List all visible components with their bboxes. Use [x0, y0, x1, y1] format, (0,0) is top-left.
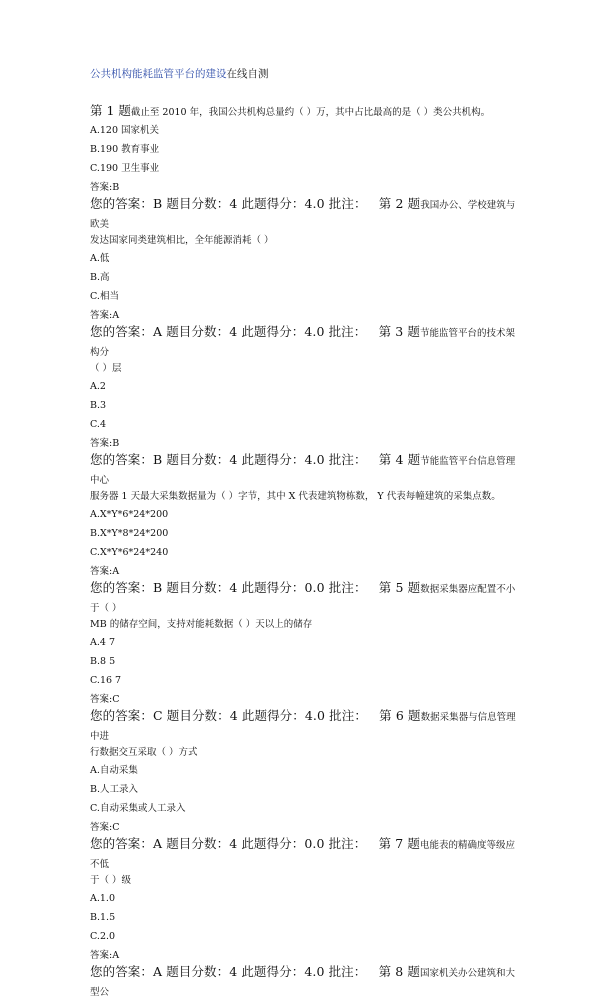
option-c: C.X*Y*6*24*240	[90, 547, 169, 558]
answer-line: 答案:C	[90, 694, 120, 705]
answer-line: 答案:B	[90, 182, 120, 193]
question-number: 第 4 题	[378, 452, 421, 467]
score-text: 您的答案：B 题目分数：4 此题得分：0.0 批注：	[90, 580, 367, 595]
question-number: 第 2 题	[378, 196, 421, 211]
question-1	[90, 102, 520, 121]
score-line	[90, 323, 520, 361]
option-b: B.1.5	[90, 912, 116, 923]
question-number: 第 8 题	[378, 964, 421, 979]
question-text: 国家机关办公建筑和大型公	[90, 968, 516, 998]
answer-line: 答案:B	[90, 438, 120, 449]
option-a: A.120 国家机关	[90, 125, 160, 136]
quiz-content	[90, 102, 520, 1001]
option-a: A.低	[90, 253, 110, 264]
title-rest: 在线自测	[226, 68, 269, 80]
option-b: B.8 5	[90, 656, 116, 667]
question-text: 电能表的精确度等级应不低	[90, 840, 516, 870]
question-text: 节能监管平台的技术架构分	[90, 328, 516, 358]
score-text: 您的答案：B 题目分数：4 此题得分：4.0 批注：	[90, 196, 367, 211]
score-line	[90, 451, 520, 489]
title-accent: 公共机构能耗监管平台的建设	[90, 68, 227, 80]
score-line	[90, 579, 520, 617]
option-a: A.1.0	[90, 893, 115, 904]
score-line	[90, 963, 520, 1001]
option-c: C.自动采集或人工录入	[90, 803, 186, 814]
answer-line: 答案:A	[90, 566, 120, 577]
question-text: 截止至 2010 年，我国公共机构总量约（ ）万，其中占比最高的是（ ）类公共机构。	[130, 107, 491, 118]
question-text: 节能监管平台信息管理中心	[90, 456, 516, 486]
option-a: A.X*Y*6*24*200	[90, 509, 169, 520]
option-c: C.2.0	[90, 931, 116, 942]
page-title	[90, 66, 269, 81]
option-b: B.高	[90, 272, 110, 283]
option-c: C.相当	[90, 291, 119, 302]
option-a: A.2	[90, 381, 106, 392]
question-text-cont: 行数据交互采取（ ）方式	[90, 747, 198, 758]
score-text: 您的答案：A 题目分数：4 此题得分：0.0 批注：	[90, 836, 367, 851]
question-text: 数据采集器应配置不小于（ ）	[90, 584, 516, 614]
option-a: A.自动采集	[90, 765, 138, 776]
question-text: 数据采集器与信息管理中进	[90, 712, 516, 742]
question-number: 第 6 题	[379, 708, 421, 723]
option-a: A.4 7	[90, 637, 115, 648]
answer-line: 答案:A	[90, 950, 120, 961]
score-line	[90, 707, 520, 745]
question-text-cont: 服务器 1 天最大采集数据量为（ ）字节，其中 X 代表建筑物栋数， Y 代表每幢建筑的采集点数。	[90, 491, 501, 502]
option-c: C.4	[90, 419, 106, 430]
option-c: C.16 7	[90, 675, 122, 686]
option-b: B.X*Y*8*24*200	[90, 528, 169, 539]
score-line	[90, 195, 520, 233]
score-text: 您的答案：A 题目分数：4 此题得分：4.0 批注：	[90, 324, 367, 339]
answer-line: 答案:A	[90, 310, 120, 321]
question-number: 第 3 题	[378, 324, 421, 339]
answer-line: 答案:C	[90, 822, 120, 833]
score-line	[90, 835, 520, 873]
score-text: 您的答案：A 题目分数：4 此题得分：4.0 批注：	[90, 964, 367, 979]
question-number: 第 1 题	[90, 103, 131, 118]
question-number: 第 7 题	[378, 836, 421, 851]
score-text: 您的答案：C 题目分数：4 此题得分：4.0 批注：	[90, 708, 367, 723]
question-text: 我国办公、学校建筑与欧美	[90, 200, 516, 230]
score-text: 您的答案：B 题目分数：4 此题得分：4.0 批注：	[90, 452, 367, 467]
option-b: B.人工录入	[90, 784, 139, 795]
question-text-cont: MB 的储存空间，支持对能耗数据（ ）天以上的储存	[90, 619, 313, 630]
question-text-cont: 于（ ）级	[90, 875, 132, 886]
option-c: C.190 卫生事业	[90, 163, 160, 174]
question-text-cont: （ ）层	[90, 363, 122, 374]
option-b: B.190 教育事业	[90, 144, 160, 155]
option-b: B.3	[90, 400, 107, 411]
question-text-cont: 发达国家同类建筑相比，全年能源消耗（ ）	[90, 235, 274, 246]
question-number: 第 5 题	[378, 580, 421, 595]
